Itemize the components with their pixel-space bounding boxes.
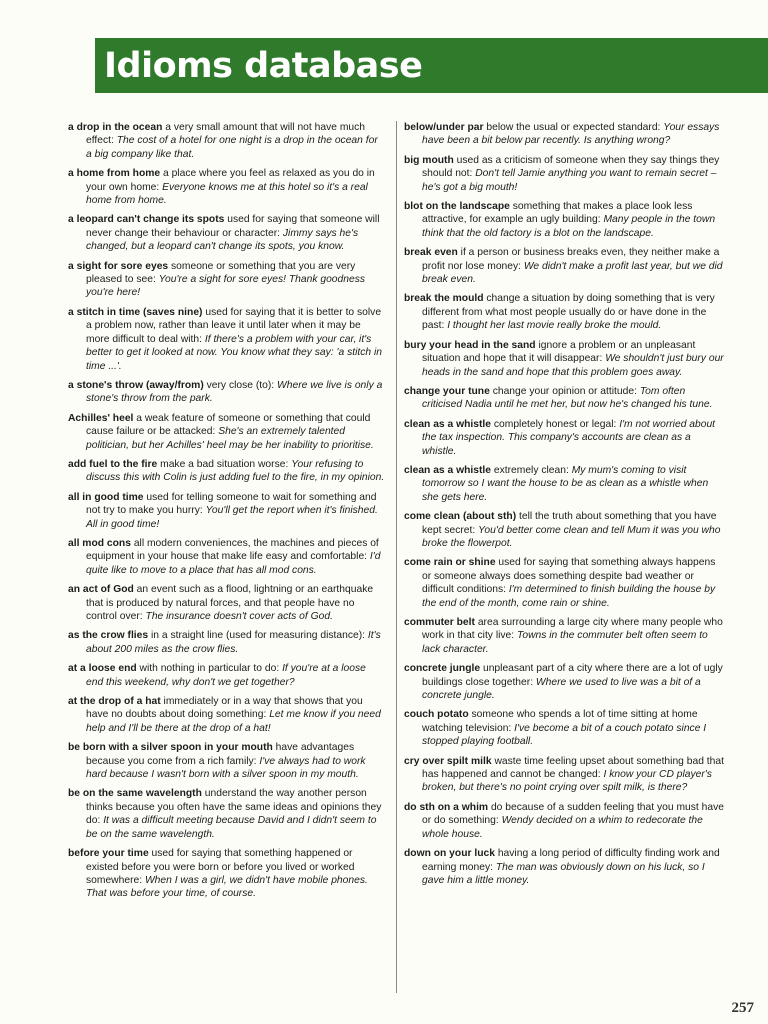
idiom-definition: used for saying that something happened or existed before you were born or before you lived or worked somewhere: — [86, 848, 355, 886]
idiom-definition: understand the way another person thinks because you often have the same ideas and opinions they do: — [86, 788, 382, 827]
idiom-term: be born with a silver spoon in your mouth — [68, 742, 273, 754]
idiom-definition: a place where you feel as relaxed as you do in your own home: — [86, 168, 375, 193]
idiom-definition: unpleasant part of a city where there are a lot of ugly buildings close together: — [422, 663, 723, 688]
idiom-entry — [404, 154, 724, 194]
idiom-example: If there's a problem with your car, it's better to get it looked at now. You know what they say: 'a stitch in time ...'. — [86, 333, 382, 372]
idiom-definition: make a bad situation worse: — [157, 458, 292, 470]
idiom-entry — [68, 847, 385, 901]
idiom-term: a home from home — [68, 168, 161, 180]
idiom-example: I'm not worried about the tax inspection. This company's accounts are clean as a whistle. — [422, 418, 716, 457]
right-column — [404, 121, 724, 893]
idiom-example: Wendy decided on a whim to redecorate the whole house. — [422, 815, 703, 840]
idiom-term: clean as a whistle — [404, 418, 491, 430]
idiom-term: add fuel to the fire — [68, 458, 158, 470]
idiom-term: come rain or shine — [404, 557, 496, 569]
idiom-entry — [404, 801, 724, 841]
idiom-definition: in a straight line (used for measuring distance): — [148, 630, 368, 642]
idiom-term: a stitch in time (saves nine) — [68, 306, 203, 318]
idiom-definition: someone who spends a lot of time sitting at home watching television: — [422, 709, 698, 734]
idiom-term: blot on the landscape — [404, 201, 510, 213]
idiom-term: Achilles' heel — [68, 412, 134, 424]
idiom-term: an act of God — [68, 584, 134, 596]
idiom-entry — [404, 662, 724, 702]
idiom-example: Many people in the town think that the old factory is a blot on the landscape. — [422, 214, 716, 239]
idiom-entry — [68, 379, 385, 406]
idiom-term: all in good time — [68, 491, 144, 503]
idiom-definition: completely honest or legal: — [491, 418, 620, 430]
idiom-definition: extremely clean: — [491, 464, 572, 476]
idiom-definition: an event such as a flood, lightning or an earthquake that is produced by natural forces, and that people have no control over: — [86, 584, 374, 622]
idiom-entry — [404, 755, 724, 795]
idiom-term: before your time — [68, 848, 149, 860]
idiom-term: as the crow flies — [68, 630, 149, 642]
idiom-definition: having a long period of difficulty finding work and earning money: — [422, 848, 720, 873]
idiom-definition: a very small amount that will not have much effect: — [86, 122, 366, 147]
idiom-entry — [404, 246, 724, 286]
idiom-definition: used for saying that something always happens or someone always does something despite bad weather or difficult conditions: — [422, 557, 716, 596]
idiom-example: It's about 200 miles as the crow flies. — [86, 630, 381, 655]
idiom-term: come clean (about sth) — [404, 511, 517, 523]
idiom-entry — [404, 616, 724, 656]
idiom-term: a leopard can't change its spots — [68, 214, 225, 226]
idiom-entry — [404, 510, 724, 550]
idiom-definition: tell the truth about something that you have kept secret: — [422, 511, 717, 536]
idiom-entry — [404, 464, 724, 504]
idiom-entry — [68, 121, 385, 161]
idiom-entry — [68, 213, 385, 253]
idiom-entry — [404, 556, 724, 610]
idiom-example: Your refusing to discuss this with Colin is just adding fuel to the fire, in my opinion. — [86, 458, 385, 484]
idiom-term: big mouth — [404, 154, 454, 166]
idiom-term: break even — [404, 247, 458, 259]
idiom-definition: someone or something that you are very pleased to see: — [86, 260, 356, 286]
idiom-entry — [404, 121, 724, 148]
idiom-definition: very close (to): — [203, 379, 278, 391]
idiom-entry — [404, 847, 724, 887]
idiom-example: I've become a bit of a couch potato since I stopped playing football. — [422, 722, 707, 748]
idiom-term: commuter belt — [404, 617, 475, 628]
idiom-definition: used as a criticism of someone when they say things they should not: — [422, 154, 720, 180]
idiom-definition: used for saying that it is better to solve a problem now, rather than leave it until later when it may be more difficult to deal with: — [86, 306, 382, 345]
idiom-example: We didn't make a profit last year, but we did break even. — [422, 260, 723, 286]
idiom-example: When I was a girl, we didn't have mobile phones. That was before your time, of course. — [86, 874, 368, 900]
idiom-example: If you're at a loose end this weekend, why don't we get together? — [86, 663, 366, 688]
idiom-entry — [404, 385, 724, 412]
idiom-example: I thought her last movie really broke the mould. — [447, 320, 662, 332]
idiom-term: be on the same wavelength — [68, 788, 202, 800]
idiom-definition: a weak feature of someone or something that could cause failure or be attacked: — [86, 412, 371, 438]
idiom-definition: used for saying that someone will never change their behaviour or character: — [86, 214, 380, 239]
idiom-entry — [68, 629, 385, 656]
idiom-entry — [68, 695, 385, 735]
idiom-example: We shouldn't just bury our heads in the sand and hope that this problem goes away. — [422, 353, 724, 378]
idiom-example: Tom often criticised Nadia until he met her, but now he's changed his tune. — [422, 385, 713, 411]
idiom-term: a stone's throw (away/from) — [68, 379, 204, 391]
idiom-term: below/under par — [404, 122, 484, 133]
idiom-entry — [68, 537, 385, 577]
idiom-example: Where we used to live was a bit of a concrete jungle. — [422, 676, 701, 702]
idiom-example: Where we live is only a stone's throw from the park. — [86, 379, 383, 405]
idiom-example: You'd better come clean and tell Mum it was you who broke the flowerpot. — [422, 524, 721, 549]
idiom-entry — [68, 412, 385, 452]
idiom-definition: with nothing in particular to do: — [136, 663, 283, 675]
idiom-definition: area surrounding a large city where many people who work in that city live: — [422, 617, 723, 642]
idiom-entry — [68, 167, 385, 207]
idiom-entry — [68, 458, 385, 485]
idiom-example: I've always had to work hard because I wasn't born with a silver spoon in my mouth. — [86, 755, 366, 781]
idiom-entry — [68, 260, 385, 300]
idiom-entry — [404, 339, 724, 379]
idiom-example: The insurance doesn't cover acts of God. — [145, 611, 333, 622]
idiom-term: clean as a whistle — [404, 464, 491, 476]
idiom-example: The man was obviously down on his luck, so I gave him a little money. — [422, 861, 705, 886]
idiom-definition: something that makes a place look less attractive, for example an ugly building: — [422, 201, 693, 226]
page-title: Idioms database — [104, 46, 423, 86]
column-divider — [396, 121, 397, 993]
idiom-entry — [68, 662, 385, 689]
idiom-example: Towns in the commuter belt often seem to lack character. — [422, 630, 708, 655]
idiom-definition: immediately or in a way that shows that you have no doubts about doing something: — [86, 696, 363, 721]
idiom-definition: used for telling someone to wait for something and not try to make you hurry: — [86, 491, 377, 517]
idiom-definition: waste time feeling upset about something bad that has happened and cannot be changed: — [422, 755, 724, 781]
idiom-term: at the drop of a hat — [68, 696, 161, 708]
idiom-term: all mod cons — [68, 537, 131, 549]
idiom-entry — [68, 787, 385, 841]
idiom-example: She's an extremely talented politician, but her Achilles' heel may be her inability to prioritise. — [86, 426, 374, 451]
idiom-definition: do because of a sudden feeling that you must have or do something: — [422, 801, 724, 827]
idiom-definition: below the usual or expected standard: — [483, 122, 664, 133]
idiom-term: a drop in the ocean — [68, 122, 163, 133]
idiom-entry — [404, 200, 724, 240]
idiom-definition: change a situation by doing something that is very different from what most people usually do or have done in the past: — [422, 293, 715, 332]
idiom-example: Let me know if you need help and I'll be there at the drop of a hat! — [86, 709, 381, 734]
idiom-definition: have advantages because you come from a rich family: — [86, 742, 355, 767]
idiom-example: Jimmy says he's changed, but a leopard can't change its spots, you know. — [86, 227, 359, 253]
idiom-definition: if a person or business breaks even, they neither make a profit nor lose money: — [422, 247, 720, 272]
idiom-definition: ignore a problem or an unpleasant situation and hope that it will disappear: — [422, 339, 696, 365]
idiom-example: Everyone knows me at this hotel so it's a real home from home. — [86, 181, 368, 207]
left-column — [68, 121, 385, 907]
idiom-term: concrete jungle — [404, 663, 481, 675]
idiom-term: at a loose end — [68, 663, 137, 675]
idiom-entry — [68, 583, 385, 623]
idiom-entry — [68, 741, 385, 781]
idiom-term: bury your head in the sand — [404, 339, 536, 351]
idiom-entry — [68, 306, 385, 373]
idiom-entry — [68, 491, 385, 531]
idiom-term: couch potato — [404, 709, 469, 721]
idiom-example: The cost of a hotel for one night is a drop in the ocean for a big company like that. — [86, 135, 378, 160]
idiom-example: My mum's coming to visit tomorrow so I want the house to be as clean as a whistle when she gets here. — [422, 464, 709, 503]
idiom-example: Don't tell Jamie anything you want to remain secret – he's got a big mouth! — [422, 168, 717, 193]
idiom-entry — [404, 708, 724, 748]
idiom-example: I'm determined to finish building the house by the end of the month, come rain or shine. — [422, 584, 716, 609]
idiom-example: Your essays have been a bit below par recently. Is anything wrong? — [422, 122, 720, 147]
idiom-term: break the mould — [404, 293, 484, 305]
idiom-example: You'll get the report when it's finished. All in good time! — [86, 505, 378, 530]
idiom-example: I'd quite like to move to a place that has all mod cons. — [86, 551, 381, 576]
idiom-term: change your tune — [404, 385, 490, 397]
page-number: 257 — [731, 1000, 754, 1016]
idiom-term: do sth on a whim — [404, 801, 489, 813]
idiom-entry — [404, 418, 724, 458]
idiom-definition: change your opinion or attitude: — [489, 385, 640, 397]
idiom-definition: all modern conveniences, the machines and pieces of equipment in your house that make life easy and comfortable: — [86, 537, 379, 563]
idiom-term: down on your luck — [404, 848, 495, 860]
idiom-example: It was a difficult meeting because David and I didn't seem to be on the same wavelength. — [86, 815, 377, 840]
idiom-example: I know your CD player's broken, but there's no point crying over spilt milk, is there? — [422, 769, 712, 794]
idiom-term: a sight for sore eyes — [68, 260, 169, 272]
idiom-entry — [404, 292, 724, 332]
idiom-example: You're a sight for sore eyes! Thank goodness you're here! — [86, 274, 366, 299]
idiom-term: cry over spilt milk — [404, 755, 492, 767]
